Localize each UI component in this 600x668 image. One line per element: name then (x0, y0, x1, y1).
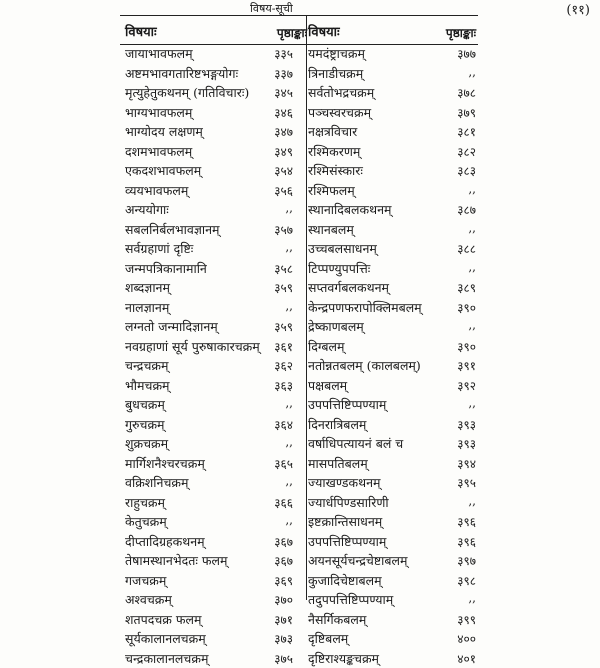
index-entry (125, 337, 307, 357)
entry-title: अयनसूर्यचन्द्रचेष्टाबलम् (308, 552, 407, 569)
entry-title: व्ययभावफलम् (125, 182, 188, 199)
entry-page-number: ३९० (457, 299, 476, 316)
entry-page-number: ३४७ (274, 123, 293, 140)
entry-page-number: ३६४ (274, 416, 293, 433)
entry-page-number: ,, (468, 318, 476, 332)
entry-title: दीप्तादिग्रहकथनम् (125, 533, 205, 550)
index-entry (125, 44, 307, 64)
entry-page-number: ३६६ (274, 494, 293, 511)
entry-page-number: ३७७ (457, 45, 476, 62)
index-entry (308, 64, 476, 84)
entry-title: रश्मिसंस्कारः (308, 162, 363, 179)
entry-page-number: ४०० (457, 630, 476, 647)
index-entry (125, 122, 307, 142)
entry-title: वक्रिशनिचक्रम् (125, 474, 188, 491)
entry-page-number: ३५८ (274, 260, 293, 277)
entry-title: द्रेष्काणबलम् (308, 318, 364, 335)
entry-page-number: ३७१ (274, 611, 293, 628)
index-entry (308, 649, 476, 668)
entry-title: इष्टक्रान्तिसाधनम् (308, 513, 382, 530)
entry-title: नतोन्नतबलम् (कालबलम्) (308, 357, 421, 374)
entry-page-number: ३५६ (274, 182, 293, 199)
index-entry (125, 551, 307, 571)
index-entry (125, 64, 307, 84)
index-entry (308, 512, 476, 532)
entry-page-number: ३६३ (274, 377, 293, 394)
entry-title: जायाभावफलम् (125, 45, 193, 62)
entry-title: स्थानबलम् (308, 221, 354, 238)
page-number: (११) (566, 0, 590, 18)
entry-page-number: ३५७ (274, 221, 293, 238)
index-entry (125, 649, 307, 668)
index-entry (125, 259, 307, 279)
index-entry (125, 473, 307, 493)
entry-title: लग्नतो जन्मादिज्ञानम् (125, 318, 218, 335)
entry-page-number: ३८८ (457, 240, 476, 257)
entry-title: अश्वचक्रम् (125, 591, 172, 608)
entry-page-number: ३५९ (274, 279, 293, 296)
index-entry (308, 220, 476, 240)
index-entry (308, 532, 476, 552)
index-entry (308, 122, 476, 142)
entry-title: सर्वग्रहाणां दृष्टिः (125, 240, 193, 257)
index-entry (308, 298, 476, 318)
entry-page-number: ३६५ (274, 455, 293, 472)
entry-title: सप्तवर्गबलकथनम् (308, 279, 389, 296)
entry-page-number: ३९१ (457, 357, 476, 374)
index-entry (125, 415, 307, 435)
index-entry (308, 376, 476, 396)
index-entry (125, 512, 307, 532)
index-entry (308, 83, 476, 103)
index-entry (308, 317, 476, 337)
index-entry (125, 395, 307, 415)
entry-page-number: ३७५ (274, 650, 293, 667)
entry-title: यमदंष्ट्राचक्रम् (308, 45, 365, 62)
index-entry (125, 317, 307, 337)
index-entry (125, 161, 307, 181)
index-entry (125, 278, 307, 298)
entry-title: रश्मिफलम् (308, 182, 355, 199)
top-rule (120, 15, 478, 16)
entry-title: मासपतिबलम् (308, 455, 368, 472)
right-column (308, 18, 476, 598)
entry-title: मृत्युहेतुकथनम् (गतिविचारः) (125, 84, 249, 101)
entry-title: शब्दज्ञानम् (125, 279, 170, 296)
entry-title: कुजादिचेष्टाबलम् (308, 572, 382, 589)
index-entry (125, 83, 307, 103)
entry-page-number: ३९८ (457, 572, 476, 589)
entry-title: केतुचक्रम् (125, 513, 167, 530)
entry-title: भाग्यभावफलम् (125, 104, 192, 121)
entry-title: टिप्पण्युपपत्तिः (308, 260, 370, 277)
index-entry (125, 142, 307, 162)
index-entry (308, 278, 476, 298)
index-entry (125, 200, 307, 220)
entry-page-number: ,, (285, 474, 293, 488)
entry-title: पक्षबलम् (308, 377, 347, 394)
entry-page-number: ,, (285, 435, 293, 449)
index-entry (308, 239, 476, 259)
entry-page-number: ३४९ (274, 143, 293, 160)
index-entry (125, 629, 307, 649)
entry-title: शुक्रचक्रम् (125, 435, 168, 452)
entry-title: एकदशभावफलम् (125, 162, 201, 179)
entry-page-number: ३९३ (457, 435, 476, 452)
index-entry (308, 200, 476, 220)
index-entry (308, 337, 476, 357)
entry-title: चन्द्रकालानलचक्रम् (125, 650, 208, 667)
index-entry (308, 571, 476, 591)
entry-title: सर्वतोभद्रचक्रम् (308, 84, 374, 101)
entry-page-number: ३७३ (274, 630, 293, 647)
entry-page-number: ३९५ (457, 474, 476, 491)
entry-title: भाग्योदय लक्षणम् (125, 123, 203, 140)
entry-page-number: ३९२ (457, 377, 476, 394)
entry-page-number: ३६९ (274, 572, 293, 589)
entry-page-number: ,, (285, 240, 293, 254)
index-entry (308, 395, 476, 415)
entry-title: शतपदचक्र फलम् (125, 611, 201, 628)
page-header (120, 0, 478, 14)
entry-page-number: ,, (468, 182, 476, 196)
entry-page-number: ३८३ (457, 162, 476, 179)
entry-title: उच्चबलसाधनम् (308, 240, 377, 257)
entry-title: गजचक्रम् (125, 572, 166, 589)
entry-page-number: ,, (285, 201, 293, 215)
index-entry (125, 181, 307, 201)
left-entry-list (125, 44, 307, 668)
entry-page-number: ३८९ (457, 279, 476, 296)
entry-title: दृष्टिबलम् (308, 630, 348, 647)
entry-page-number: ३९९ (457, 611, 476, 628)
index-entry (308, 259, 476, 279)
entry-title: उपपत्तिष्टिप्पण्याम् (308, 396, 386, 413)
entry-page-number: ३७० (274, 591, 293, 608)
entry-title: ज्याखण्डकथनम् (308, 474, 381, 491)
entry-title: सूर्यकालानलचक्रम् (125, 630, 206, 647)
entry-page-number: ,, (468, 591, 476, 605)
index-entry (308, 551, 476, 571)
index-entry (308, 161, 476, 181)
entry-title: वर्षाधिपत्यायनं बलं च (308, 435, 403, 452)
entry-page-number: ,, (468, 494, 476, 508)
entry-title: रश्मिकरणम् (308, 143, 360, 160)
index-entry (308, 629, 476, 649)
entry-title: अष्टमभावगतारिष्टभङ्गयोगः (125, 65, 238, 82)
subject-heading: विषयाः (308, 22, 340, 40)
entry-page-number: ३५४ (274, 162, 293, 179)
entry-page-number: ,, (285, 513, 293, 527)
entry-title: भौमचक्रम् (125, 377, 170, 394)
entry-title: नक्षत्रविचार (308, 123, 357, 140)
entry-page-number: ,, (285, 299, 293, 313)
entry-page-number: ३६२ (274, 357, 293, 374)
entry-page-number: ४०१ (457, 650, 476, 667)
entry-title: ज्यार्धपिण्डसारिणी (308, 494, 389, 511)
index-entry (125, 220, 307, 240)
index-entry (125, 493, 307, 513)
index-entry (308, 181, 476, 201)
subject-heading: विषयाः (125, 22, 157, 40)
entry-page-number: ,, (468, 396, 476, 410)
entry-title: अन्ययोगाः (125, 201, 169, 218)
entry-title: पञ्चस्वरचक्रम् (308, 104, 371, 121)
entry-title: स्थानादिबलकथनम् (308, 201, 392, 218)
entry-page-number: ३८२ (457, 143, 476, 160)
index-entry (308, 44, 476, 64)
entry-page-number: ३६७ (274, 533, 293, 550)
entry-title: मार्गिशनैश्चरचक्रम् (125, 455, 205, 472)
left-column-header (125, 18, 307, 44)
entry-title: सबलनिर्बलभावज्ञानम् (125, 221, 220, 238)
entry-page-number: ३७८ (457, 84, 476, 101)
index-entry (308, 356, 476, 376)
index-entry (308, 103, 476, 123)
entry-page-number: ३९७ (457, 552, 476, 569)
entry-page-number: ,, (285, 396, 293, 410)
entry-page-number: ,, (468, 221, 476, 235)
index-entry (125, 298, 307, 318)
entry-title: चन्द्रचक्रम् (125, 357, 168, 374)
entry-page-number: ३५९ (274, 318, 293, 335)
index-entry (125, 356, 307, 376)
index-entry (125, 532, 307, 552)
entry-page-number: ३३५ (274, 45, 293, 62)
entry-title: दिग्बलम् (308, 338, 344, 355)
entry-title: तेषामस्थानभेदतः फलम् (125, 552, 227, 569)
entry-page-number: ३६१ (274, 338, 293, 355)
entry-title: जन्मपत्रिकानामानि (125, 260, 207, 277)
entry-page-number: ,, (468, 65, 476, 79)
entry-title: तदुपपत्तिष्टिप्पण्याम् (308, 591, 393, 608)
index-entry (125, 239, 307, 259)
page-heading: पृष्ठाङ्काः (277, 24, 307, 41)
entry-title: नालज्ञानम् (125, 299, 169, 316)
index-entry (125, 434, 307, 454)
entry-title: उपपत्तिष्टिप्पण्याम् (308, 533, 386, 550)
entry-page-number: ,, (468, 260, 476, 274)
page-title: विषय-सूची (250, 1, 293, 16)
index-entry (308, 493, 476, 513)
index-entry (308, 473, 476, 493)
entry-title: केन्द्रपणफरापोक्लिमबलम् (308, 299, 422, 316)
index-entry (125, 571, 307, 591)
entry-page-number: ३९६ (457, 533, 476, 550)
entry-page-number: ३९० (457, 338, 476, 355)
index-entry (308, 610, 476, 630)
index-entry (308, 415, 476, 435)
page-heading: पृष्ठाङ्काः (446, 24, 476, 41)
entry-page-number: ३९६ (457, 513, 476, 530)
entry-page-number: ३७९ (457, 104, 476, 121)
index-entry (308, 454, 476, 474)
index-entry (125, 376, 307, 396)
entry-page-number: ३८७ (457, 201, 476, 218)
index-entry (308, 434, 476, 454)
entry-title: राहुचक्रम् (125, 494, 165, 511)
index-entry (125, 610, 307, 630)
entry-page-number: ३३७ (274, 65, 293, 82)
index-entry (125, 454, 307, 474)
entry-title: नवग्रहाणां सूर्य पुरुषाकारचक्रम् (125, 338, 260, 355)
index-entry (308, 142, 476, 162)
entry-title: नैसर्गिकबलम् (308, 611, 366, 628)
index-entry (125, 103, 307, 123)
left-column (125, 18, 307, 598)
entry-page-number: ३९४ (457, 455, 476, 472)
entry-title: त्रिनाडीचक्रम् (308, 65, 363, 82)
entry-page-number: ३४६ (274, 104, 293, 121)
entry-page-number: ३९३ (457, 416, 476, 433)
entry-title: दशमभावफलम् (125, 143, 192, 160)
entry-title: दिनरात्रिबलम् (308, 416, 366, 433)
entry-page-number: ३८१ (457, 123, 476, 140)
right-column-header (308, 18, 476, 44)
entry-page-number: ३६७ (274, 552, 293, 569)
entry-title: गुरुचक्रम् (125, 416, 165, 433)
entry-title: दृष्टिराश्यङ्कचक्रम् (308, 650, 379, 667)
entry-title: बुधचक्रम् (125, 396, 165, 413)
right-entry-list (308, 44, 476, 668)
entry-page-number: ३४५ (274, 84, 293, 101)
